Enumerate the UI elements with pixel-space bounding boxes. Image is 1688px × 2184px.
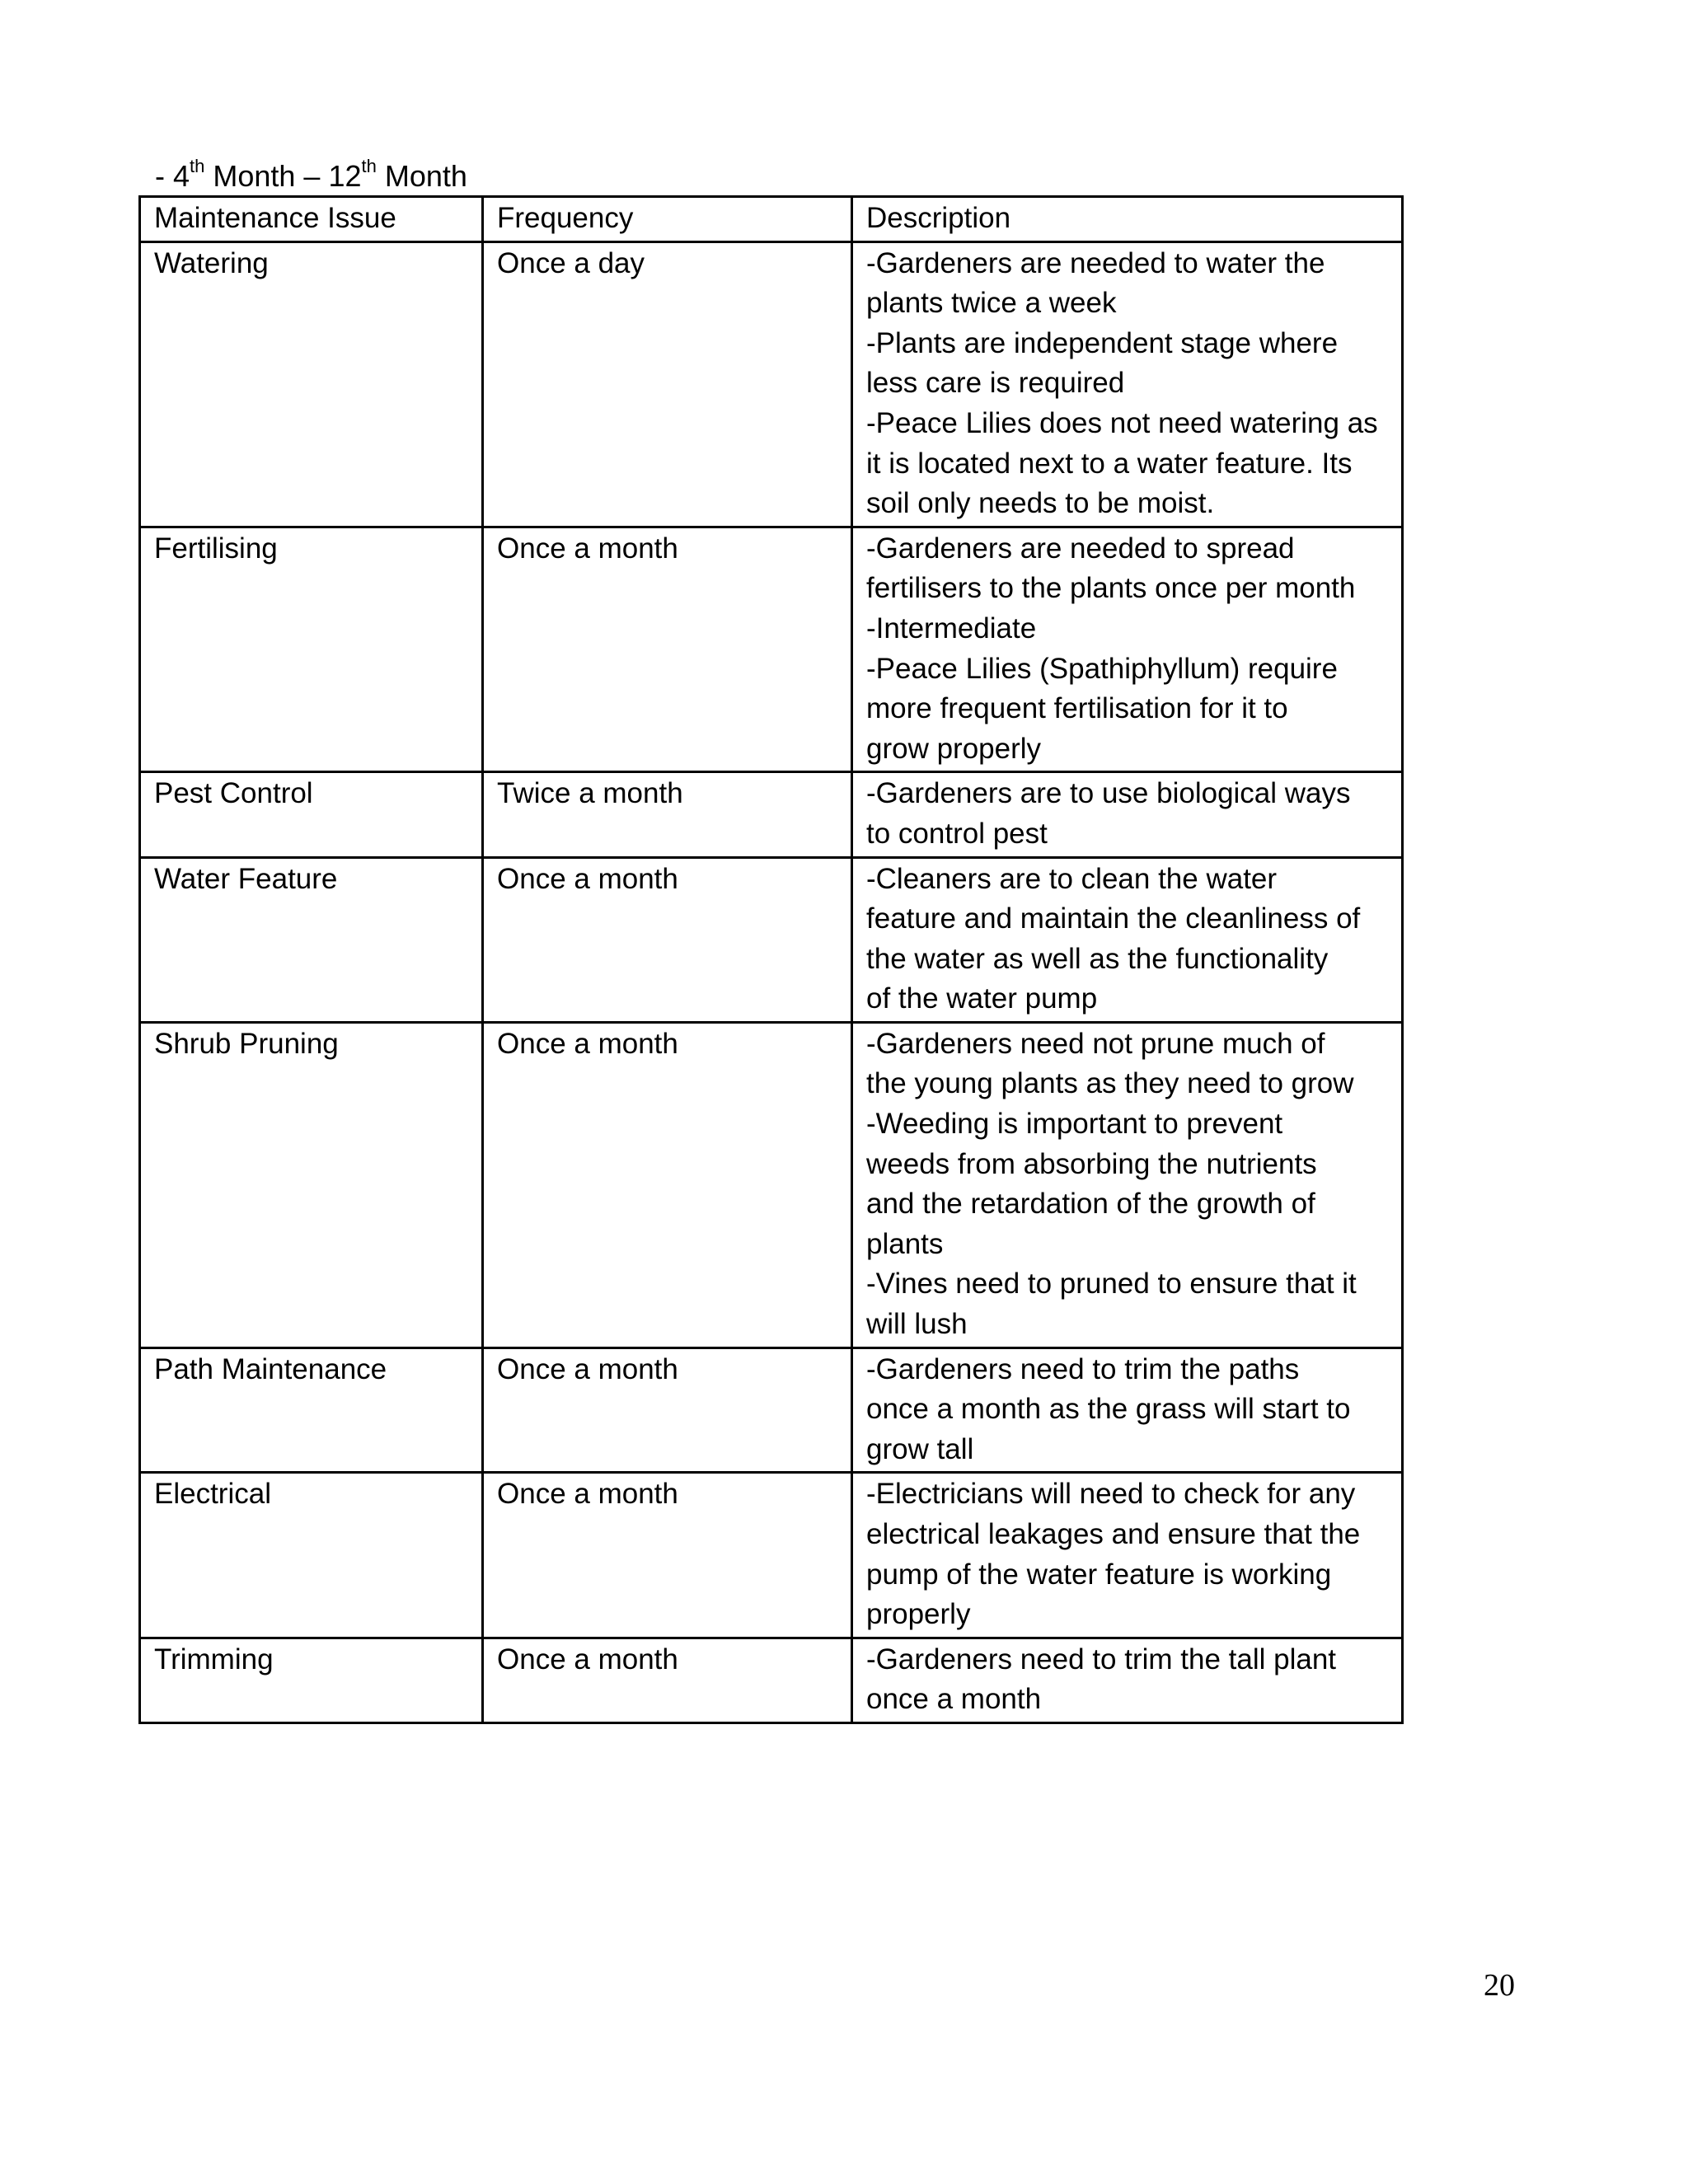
heading-prefix: - 4: [155, 159, 190, 193]
description-line: less care is required: [866, 367, 1125, 400]
heading-superscript-2: th: [361, 156, 377, 176]
cell-frequency: Once a day: [483, 241, 852, 527]
table-row: [140, 857, 1403, 1022]
page-number: 20: [1484, 1968, 1515, 2003]
header-frequency: Frequency: [483, 197, 852, 242]
description-line: -Gardeners are needed to spread: [866, 532, 1295, 565]
table-row: [140, 772, 1403, 857]
cell-maintenance-issue: Trimming: [140, 1638, 483, 1722]
description-line: the water as well as the functionality: [866, 942, 1329, 975]
table-row: [140, 241, 1403, 527]
cell-maintenance-issue: Path Maintenance: [140, 1347, 483, 1473]
table-row: [140, 1022, 1403, 1347]
header-maintenance-issue: Maintenance Issue: [140, 197, 483, 242]
cell-description: [852, 1638, 1403, 1722]
cell-description: [852, 241, 1403, 527]
cell-description: [852, 772, 1403, 857]
description-line: -Gardeners are needed to water the: [866, 246, 1325, 279]
description-line: of the water pump: [866, 982, 1098, 1015]
table-row: [140, 527, 1403, 772]
description-line: soil only needs to be moist.: [866, 487, 1215, 520]
description-line: to control pest: [866, 817, 1048, 850]
cell-maintenance-issue: Water Feature: [140, 857, 483, 1022]
description-line: pump of the water feature is working: [866, 1558, 1332, 1591]
description-line: weeds from absorbing the nutrients: [866, 1147, 1317, 1180]
cell-description: [852, 1473, 1403, 1638]
description-line: -Gardeners need to trim the tall plant: [866, 1643, 1337, 1675]
description-line: once a month as the grass will start to: [866, 1393, 1351, 1426]
cell-frequency: Once a month: [483, 527, 852, 772]
description-line: -Weeding is important to prevent: [866, 1108, 1283, 1141]
cell-frequency: Once a month: [483, 1638, 852, 1722]
description-line: plants: [866, 1227, 944, 1260]
description-line: -Vines need to pruned to ensure that it: [866, 1268, 1357, 1301]
cell-maintenance-issue: Shrub Pruning: [140, 1022, 483, 1347]
description-line: -Gardeners need not prune much of: [866, 1027, 1325, 1060]
header-description: Description: [852, 197, 1403, 242]
cell-maintenance-issue: Watering: [140, 241, 483, 527]
cell-frequency: Once a month: [483, 857, 852, 1022]
description-line: it is located next to a water feature. Its: [866, 447, 1353, 480]
cell-description: [852, 1022, 1403, 1347]
cell-frequency: Once a month: [483, 1347, 852, 1473]
table-header-row: [140, 197, 1403, 242]
maintenance-table: [138, 195, 1404, 1724]
description-line: the young plants as they need to grow: [866, 1067, 1354, 1100]
description-line: -Gardeners are to use biological ways: [866, 777, 1351, 810]
description-line: once a month: [866, 1683, 1042, 1716]
cell-description: [852, 857, 1403, 1022]
description-line: -Electricians will need to check for any: [866, 1478, 1356, 1511]
heading-suffix: Month: [376, 159, 467, 193]
section-heading: [155, 157, 467, 196]
description-line: grow properly: [866, 732, 1042, 765]
description-line: grow tall: [866, 1432, 974, 1465]
table-row: [140, 1347, 1403, 1473]
heading-superscript-1: th: [190, 156, 205, 176]
cell-maintenance-issue: Pest Control: [140, 772, 483, 857]
cell-frequency: Once a month: [483, 1022, 852, 1347]
table-row: [140, 1473, 1403, 1638]
description-line: feature and maintain the cleanliness of: [866, 902, 1361, 935]
description-line: and the retardation of the growth of: [866, 1188, 1315, 1221]
description-line: electrical leakages and ensure that the: [866, 1518, 1361, 1550]
description-line: -Cleaners are to clean the water: [866, 862, 1278, 895]
table-row: [140, 1638, 1403, 1722]
description-line: properly: [866, 1598, 971, 1631]
cell-maintenance-issue: Fertilising: [140, 527, 483, 772]
cell-frequency: Twice a month: [483, 772, 852, 857]
maintenance-table-body: [140, 197, 1403, 1723]
description-line: plants twice a week: [866, 287, 1117, 320]
description-line: -Gardeners need to trim the paths: [866, 1352, 1300, 1385]
description-line: will lush: [866, 1308, 968, 1341]
cell-maintenance-issue: Electrical: [140, 1473, 483, 1638]
cell-frequency: Once a month: [483, 1473, 852, 1638]
description-line: fertilisers to the plants once per month: [866, 572, 1356, 605]
description-line: -Peace Lilies (Spathiphyllum) require: [866, 652, 1338, 685]
description-line: -Peace Lilies does not need watering as: [866, 406, 1378, 439]
heading-middle: Month – 12: [204, 159, 362, 193]
description-line: more frequent fertilisation for it to: [866, 692, 1288, 725]
description-line: -Intermediate: [866, 612, 1037, 644]
description-line: -Plants are independent stage where: [866, 326, 1339, 359]
cell-description: [852, 1347, 1403, 1473]
cell-description: [852, 527, 1403, 772]
